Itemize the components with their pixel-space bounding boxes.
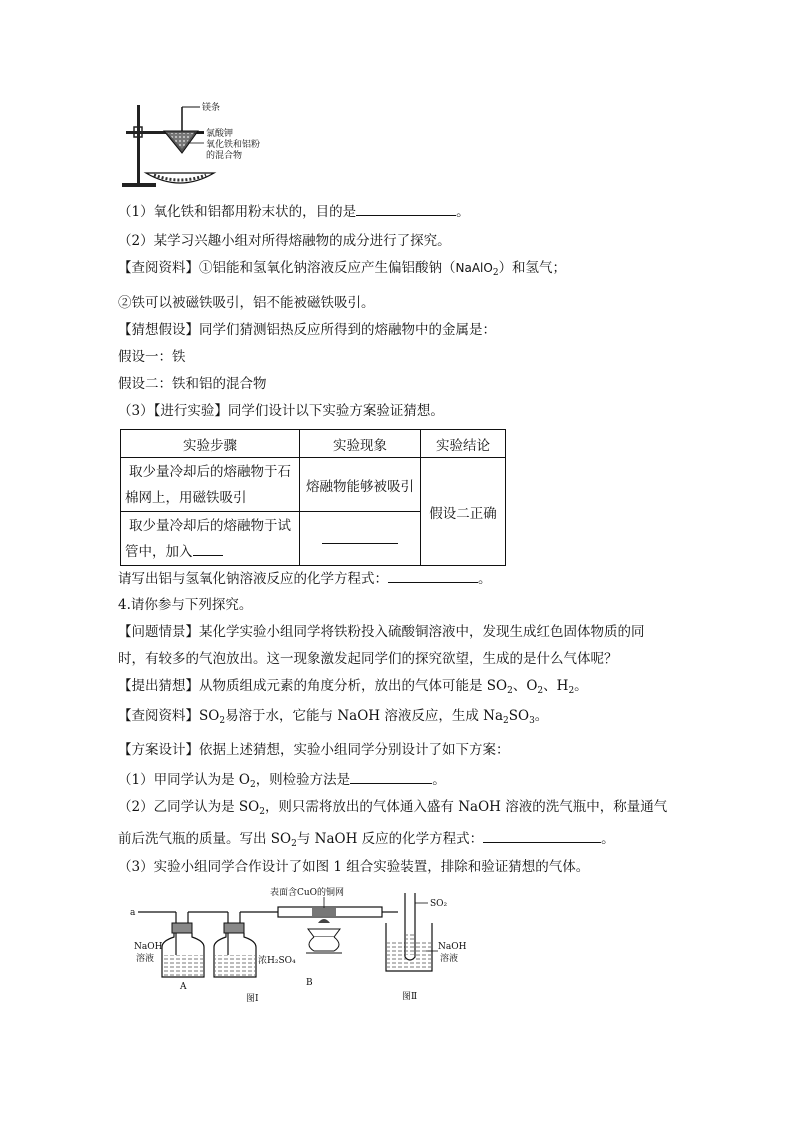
problem-situation-1: 【问题情景】某化学实验小组同学将铁粉投入硫酸铜溶液中，发现生成红色固体物质的同 — [118, 624, 645, 640]
method-blank[interactable] — [350, 769, 432, 784]
label-tube-b: B — [306, 978, 313, 988]
plan-2-line-1: （2）乙同学认为是 $SO_2$，则只需将放出的气体通入盛有 NaOH 溶液的洗气瓶中，称量通气 — [118, 799, 668, 817]
table-row2-step: 取少量冷却后的熔融物于试 管中，加入 — [121, 512, 300, 566]
equation-prompt: 请写出铝与氢氧化钠溶液反应的化学方程式： 。 — [118, 568, 492, 589]
label-a: a — [130, 908, 136, 918]
so2-equation-blank[interactable] — [483, 828, 601, 843]
label-kclo3: 氯酸钾 — [206, 129, 234, 139]
label-figure-2: 图Ⅱ — [402, 992, 418, 1002]
reference-info-2: ②铁可以被磁铁吸引，铝不能被磁铁吸引。 — [118, 295, 375, 311]
plan-design: 【方案设计】依据上述猜想，实验小组同学分别设计了如下方案： — [118, 742, 510, 758]
hypothesis-1: 假设一：铁 — [118, 349, 186, 365]
propose-hypothesis: 【提出猜想】从物质组成元素的角度分析，放出的气体可能是 $SO_2$、$O_2$、$H_2$。 — [118, 678, 588, 696]
label-magnesium: 镁条 — [202, 103, 221, 113]
question-1: （1）氧化铁和铝都用粉末状的，目的是 。 — [118, 201, 470, 222]
label-solution-2: 溶液 — [440, 954, 459, 964]
hypothesis-intro: 【猜想假设】同学们猜测铝热反应所得到的熔融物中的金属是： — [118, 322, 496, 338]
label-figure-1: 图Ⅰ — [246, 994, 259, 1004]
equation-blank[interactable] — [388, 568, 478, 583]
question-4: 4.请你参与下列探究。 — [118, 597, 253, 613]
reaction-tube-b — [278, 907, 398, 917]
washing-bottle-naoh — [162, 923, 204, 977]
label-cuo-mesh: 表面含CuO的铜网 — [270, 888, 345, 898]
phenomenon-blank[interactable] — [322, 529, 398, 544]
answer-blank[interactable] — [356, 201, 456, 216]
problem-situation-2: 时，有较多的气泡放出。这一现象激发起同学们的探究欲望，生成的是什么气体呢？ — [118, 651, 618, 667]
table-row1-step: 取少量冷却后的熔融物于石 棉网上，用磁铁吸引 — [121, 458, 300, 512]
reference-info-3: 【查阅资料】$SO_2$易溶于水，它能与 NaOH 溶液反应，生成 $Na_2SO_3$。 — [118, 708, 549, 726]
washing-bottle-h2so4 — [214, 923, 256, 977]
label-bottle-a: A — [180, 982, 187, 992]
stand-rod — [137, 105, 140, 185]
experiment-table — [120, 429, 506, 566]
label-mixture-1: 氧化铁和铝粉 — [206, 140, 261, 150]
reference-info-1: 【查阅资料】①铝能和氢氧化钠溶液反应产生偏铝酸钠（NaAlO$_2$）和氢气； — [118, 260, 567, 278]
alcohol-lamp — [306, 919, 342, 953]
question-2: （2）某学习兴趣小组对所得熔融物的成分进行了探究。 — [118, 233, 451, 249]
table-header-conclusion: 实验结论 — [421, 430, 506, 458]
label-solution: 溶液 — [136, 954, 155, 964]
label-naoh: NaOH — [134, 942, 163, 952]
reagent-blank[interactable] — [193, 541, 223, 556]
gas-apparatus-figure — [128, 885, 478, 1010]
question-3: （3）【进行实验】同学们设计以下实验方案验证猜想。 — [118, 403, 444, 419]
table-row2-phenomenon — [300, 512, 421, 566]
beaker-test-tube — [386, 893, 432, 971]
label-mixture-2: 的混合物 — [206, 151, 243, 161]
plan-3: （3）实验小组同学合作设计了如图 1 组合实验装置，排除和验证猜想的气体。 — [118, 859, 590, 875]
label-naoh-2: NaOH — [438, 942, 467, 952]
thermite-apparatus-figure — [118, 95, 268, 193]
table-header-step: 实验步骤 — [121, 430, 300, 458]
table-header-phenomenon: 实验现象 — [300, 430, 421, 458]
label-conc-h2so4: 浓H₂SO₄ — [258, 956, 296, 966]
plan-1: （1）甲同学认为是 $O_2$，则检验方法是 。 — [118, 769, 446, 790]
hypothesis-2: 假设二：铁和铝的混合物 — [118, 376, 267, 392]
label-so2: SO₂ — [430, 899, 448, 909]
table-conclusion: 假设二正确 — [421, 458, 506, 566]
plan-2-line-2: 前后洗气瓶的质量。写出 $SO_2$与 NaOH 反应的化学方程式： 。 — [118, 828, 615, 849]
table-row1-phenomenon: 熔融物能够被吸引 — [300, 458, 421, 512]
